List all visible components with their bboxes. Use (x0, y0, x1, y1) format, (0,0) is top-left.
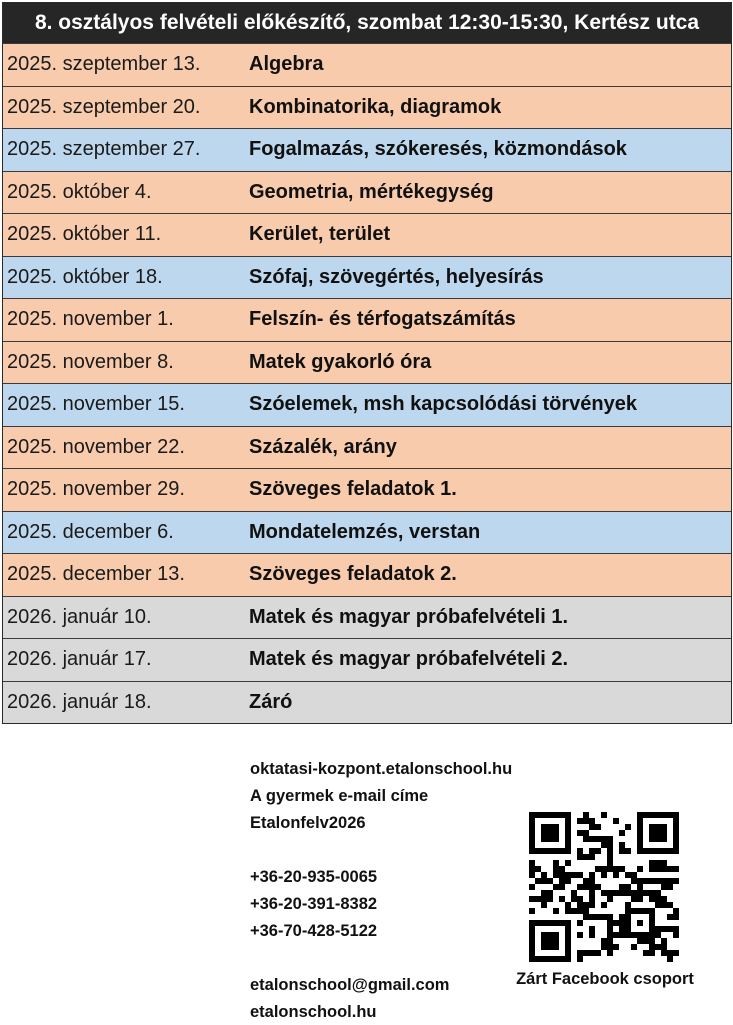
session-topic: Szóelemek, msh kapcsolódási törvények (249, 393, 637, 416)
schedule-row (3, 468, 731, 511)
session-date: 2025. november 8. (7, 350, 174, 373)
session-date: 2025. december 13. (7, 563, 185, 586)
session-date: 2025. szeptember 20. (7, 95, 201, 118)
session-date: 2025. szeptember 13. (7, 53, 201, 76)
contact-phone: +36-20-391-8382 (250, 895, 378, 913)
schedule-row (3, 596, 731, 639)
schedule-row (3, 213, 731, 256)
session-topic: Százalék, arány (249, 435, 397, 458)
schedule-row (3, 86, 731, 129)
session-topic: Matek és magyar próbafelvételi 2. (249, 648, 569, 671)
session-date: 2025. november 15. (7, 393, 185, 416)
session-date: 2025. október 11. (7, 223, 162, 246)
session-topic: Kombinatorika, diagramok (249, 95, 502, 118)
schedule-row (3, 511, 731, 554)
session-date: 2025. október 18. (7, 265, 163, 288)
schedule-row (3, 298, 731, 341)
session-topic: Mondatelemzés, verstan (249, 520, 481, 543)
schedule-row (3, 171, 731, 214)
qr-caption: Zárt Facebook csoport (516, 970, 694, 988)
schedule-table (2, 2, 732, 724)
session-topic: Szöveges feladatok 2. (249, 563, 457, 586)
schedule-row (3, 681, 731, 724)
session-date: 2025. november 29. (7, 478, 185, 501)
contact-phone: +36-70-428-5122 (250, 922, 378, 940)
session-date: 2025. október 4. (7, 180, 152, 203)
session-topic: Kerület, terület (249, 223, 391, 246)
session-topic: Fogalmazás, szókeresés, közmondások (249, 138, 627, 161)
schedule-row (3, 383, 731, 426)
session-date: 2026. január 17. (7, 648, 152, 671)
password-value: Etalonfelv2026 (250, 814, 366, 832)
schedule-row (3, 256, 731, 299)
session-topic: Szöveges feladatok 1. (249, 478, 457, 501)
qr-code-icon[interactable] (527, 812, 681, 962)
web-value: etalonschool.hu (250, 1003, 377, 1021)
schedule-row (3, 638, 731, 681)
portal-value: oktatasi-kozpont.etalonschool.hu (250, 760, 513, 778)
username-value: A gyermek e-mail címe (250, 787, 429, 805)
schedule-title: 8. osztályos felvételi előkészítő, szombat 12:30-15:30, Kertész utca (3, 3, 731, 43)
session-topic: Felszín- és térfogatszámítás (249, 308, 516, 331)
email-value: etalonschool@gmail.com (250, 976, 450, 994)
schedule-row (3, 553, 731, 596)
schedule-row (3, 128, 731, 171)
session-date: 2025. november 22. (7, 435, 185, 458)
session-date: 2025. december 6. (7, 520, 174, 543)
schedule-row (3, 43, 731, 86)
session-date: 2026. január 10. (7, 605, 152, 628)
session-date: 2025. november 1. (7, 308, 174, 331)
session-topic: Algebra (249, 53, 324, 76)
session-date: 2026. január 18. (7, 690, 152, 713)
session-topic: Matek és magyar próbafelvételi 1. (249, 605, 569, 628)
schedule-row (3, 426, 731, 469)
contact-phone: +36-20-935-0065 (250, 868, 378, 886)
session-date: 2025. szeptember 27. (7, 138, 201, 161)
session-topic: Záró (249, 690, 293, 713)
session-topic: Matek gyakorló óra (249, 350, 432, 373)
schedule-rows (3, 43, 731, 723)
session-topic: Szófaj, szövegértés, helyesírás (249, 265, 544, 288)
session-topic: Geometria, mértékegység (249, 180, 494, 203)
schedule-row (3, 341, 731, 384)
facebook-group-qr (505, 812, 705, 988)
